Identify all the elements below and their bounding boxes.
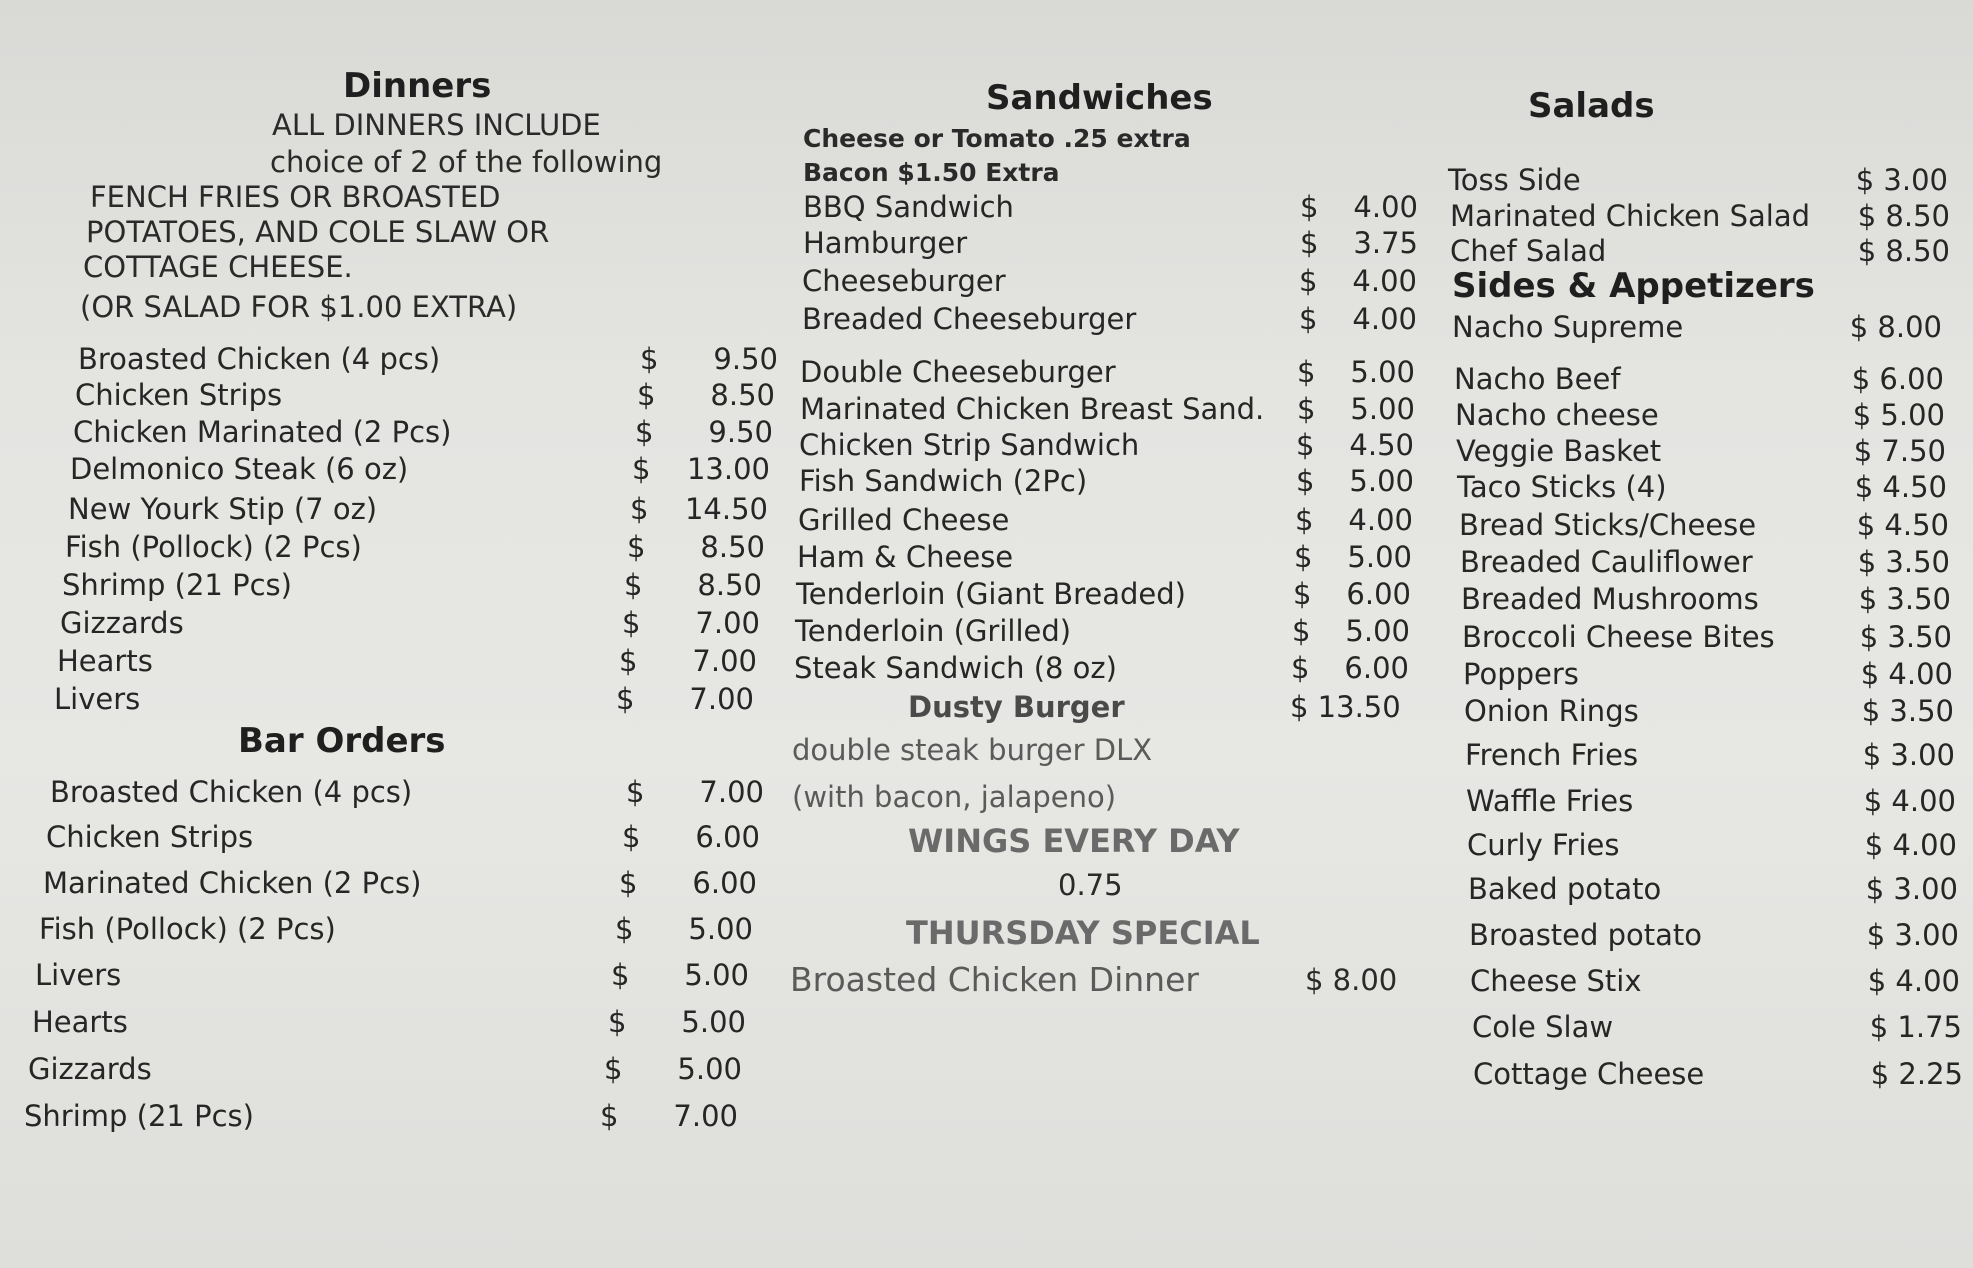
salad-item xyxy=(1450,199,1960,237)
side-item xyxy=(1463,657,1963,695)
item-price: $ 3.50 xyxy=(1857,545,1950,579)
dollar-sign: $ xyxy=(1300,226,1319,260)
item-price: 6.00 xyxy=(1346,577,1411,611)
item-price: $ 4.00 xyxy=(1864,828,1957,862)
sandwich-item xyxy=(803,190,1443,228)
dinner-item xyxy=(75,378,775,416)
item-name: Cheese Stix xyxy=(1470,964,1642,998)
dollar-sign: $ xyxy=(622,820,641,854)
item-price: $ 6.00 xyxy=(1851,362,1944,396)
item-price: 5.00 xyxy=(684,958,749,992)
item-name: Onion Rings xyxy=(1464,694,1639,728)
item-price: 5.00 xyxy=(688,912,753,946)
bar-order-item xyxy=(39,912,753,950)
item-price: 5.00 xyxy=(1347,540,1412,574)
item-name: Fish Sandwich (2Pc) xyxy=(799,464,1088,498)
item-price: 8.50 xyxy=(710,378,775,412)
side-item xyxy=(1460,545,1960,583)
item-name: Cole Slaw xyxy=(1472,1010,1614,1044)
dollar-sign: $ xyxy=(632,452,651,486)
side-item xyxy=(1454,362,1954,400)
item-price: $ 5.00 xyxy=(1852,398,1945,432)
item-price: $ 1.75 xyxy=(1869,1010,1962,1044)
item-name: Broasted Chicken (4 pcs) xyxy=(50,775,413,809)
item-name: Baked potato xyxy=(1468,872,1662,906)
item-name: Marinated Chicken Salad xyxy=(1450,199,1811,233)
item-price: $ 8.50 xyxy=(1857,199,1950,233)
item-name: Chef Salad xyxy=(1450,234,1607,268)
item-name: Double Cheeseburger xyxy=(800,355,1116,389)
bar-order-item xyxy=(32,1005,746,1043)
item-price: 4.50 xyxy=(1349,428,1414,462)
side-item xyxy=(1464,694,1964,732)
item-name: Marinated Chicken Breast Sand. xyxy=(800,392,1265,426)
item-name: BBQ Sandwich xyxy=(803,190,1014,224)
side-item xyxy=(1456,434,1956,472)
item-name: Toss Side xyxy=(1448,163,1581,197)
dollar-sign: $ xyxy=(1294,540,1313,574)
item-price: $ 2.25 xyxy=(1870,1057,1963,1091)
side-item xyxy=(1467,828,1967,866)
dusty-burger-title: Dusty Burger xyxy=(908,690,1125,724)
item-price: 13.00 xyxy=(686,452,770,486)
item-name: French Fries xyxy=(1465,738,1639,772)
item-price: 7.00 xyxy=(695,606,760,640)
item-name: Curly Fries xyxy=(1467,828,1620,862)
dinners-note: POTATOES, AND COLE SLAW OR xyxy=(86,215,550,249)
item-name: Fish (Pollock) (2 Pcs) xyxy=(65,530,362,564)
thursday-special-item: Broasted Chicken Dinner xyxy=(790,960,1199,999)
item-name: Gizzards xyxy=(60,606,184,640)
item-price: $ 3.50 xyxy=(1859,620,1952,654)
item-price: 3.75 xyxy=(1353,226,1418,260)
item-name: Cheeseburger xyxy=(802,264,1006,298)
dollar-sign: $ xyxy=(616,682,635,716)
dollar-sign: $ xyxy=(1295,503,1314,537)
dollar-sign: $ xyxy=(1299,264,1318,298)
dollar-sign: $ xyxy=(637,378,656,412)
item-price: 4.00 xyxy=(1353,190,1418,224)
item-name: Chicken Strips xyxy=(75,378,283,412)
item-name: Taco Sticks (4) xyxy=(1457,470,1667,504)
sandwich-item xyxy=(802,264,1442,302)
item-price: 7.00 xyxy=(673,1099,738,1133)
side-item xyxy=(1455,398,1955,436)
bar-order-item xyxy=(46,820,760,858)
item-name: Shrimp (21 Pcs) xyxy=(24,1099,254,1133)
item-price: 5.00 xyxy=(1350,355,1415,389)
item-price: 6.00 xyxy=(695,820,760,854)
sandwich-item xyxy=(802,302,1442,340)
dollar-sign: $ xyxy=(615,912,634,946)
item-name: Waffle Fries xyxy=(1466,784,1634,818)
item-price: 4.00 xyxy=(1352,264,1417,298)
sandwich-item xyxy=(800,355,1440,393)
item-name: Hearts xyxy=(32,1005,128,1039)
bar-order-item xyxy=(50,775,764,813)
item-name: Bread Sticks/Cheese xyxy=(1459,508,1757,542)
item-price: $ 4.00 xyxy=(1867,964,1960,998)
dollar-sign: $ xyxy=(627,530,646,564)
sandwich-item xyxy=(794,651,1434,689)
item-name: Tenderloin (Giant Breaded) xyxy=(796,577,1186,611)
side-item xyxy=(1461,582,1961,620)
item-price: $ 3.50 xyxy=(1861,694,1954,728)
item-name: Shrimp (21 Pcs) xyxy=(62,568,292,602)
item-name: Delmonico Steak (6 oz) xyxy=(70,452,409,486)
salads-title: Salads xyxy=(1528,86,1655,126)
dinner-item xyxy=(70,452,770,490)
item-price: $ 8.00 xyxy=(1849,310,1942,344)
sandwich-item xyxy=(796,577,1436,615)
dollar-sign: $ xyxy=(1296,464,1315,498)
item-name: Ham & Cheese xyxy=(797,540,1014,574)
dollar-sign: $ xyxy=(608,1005,627,1039)
item-price: 7.00 xyxy=(699,775,764,809)
item-name: Livers xyxy=(35,958,122,992)
bar-order-item xyxy=(24,1099,738,1137)
item-name: Cottage Cheese xyxy=(1473,1057,1705,1091)
dollar-sign: $ xyxy=(1293,577,1312,611)
dinner-item xyxy=(73,415,773,453)
bar-orders-title: Bar Orders xyxy=(238,721,446,761)
side-item xyxy=(1465,738,1965,776)
item-name: Broccoli Cheese Bites xyxy=(1462,620,1775,654)
side-item xyxy=(1452,310,1952,348)
item-name: Breaded Cheeseburger xyxy=(802,302,1137,336)
dinners-note: (OR SALAD FOR $1.00 EXTRA) xyxy=(80,290,518,324)
item-price: 8.50 xyxy=(700,530,765,564)
item-price: 8.50 xyxy=(697,568,762,602)
item-price: 5.00 xyxy=(681,1005,746,1039)
dinners-note: ALL DINNERS INCLUDE xyxy=(272,108,601,142)
dollar-sign: $ xyxy=(1297,392,1316,426)
wings-title: WINGS EVERY DAY xyxy=(908,822,1240,860)
item-price: 7.00 xyxy=(689,682,754,716)
dollar-sign: $ xyxy=(624,568,643,602)
dollar-sign: $ xyxy=(635,415,654,449)
dinners-note: FENCH FRIES OR BROASTED xyxy=(90,180,501,214)
side-item xyxy=(1472,1010,1972,1048)
sandwich-item xyxy=(799,464,1439,502)
item-name: Nacho Beef xyxy=(1454,362,1621,396)
dinner-item xyxy=(60,606,760,644)
side-item xyxy=(1462,620,1962,658)
item-name: Broasted Chicken (4 pcs) xyxy=(78,342,441,376)
dinners-note: COTTAGE CHEESE. xyxy=(83,250,353,284)
side-item xyxy=(1473,1057,1973,1095)
item-name: Marinated Chicken (2 Pcs) xyxy=(43,866,422,900)
dollar-sign: $ xyxy=(1291,651,1310,685)
dollar-sign: $ xyxy=(622,606,641,640)
item-price: 6.00 xyxy=(1344,651,1409,685)
dinner-item xyxy=(62,568,762,606)
item-price: $ 3.50 xyxy=(1858,582,1951,616)
sides-title: Sides & Appetizers xyxy=(1452,266,1815,306)
item-price: 4.00 xyxy=(1352,302,1417,336)
thursday-special-price: $ 8.00 xyxy=(1305,963,1398,997)
dinner-item xyxy=(65,530,765,568)
sandwiches-title: Sandwiches xyxy=(986,78,1213,118)
item-name: Nacho cheese xyxy=(1455,398,1659,432)
item-price: $ 4.50 xyxy=(1856,508,1949,542)
item-name: Fish (Pollock) (2 Pcs) xyxy=(39,912,336,946)
item-name: Hamburger xyxy=(803,226,968,260)
item-price: 9.50 xyxy=(713,342,778,376)
thursday-special-title: THURSDAY SPECIAL xyxy=(906,914,1260,952)
side-item xyxy=(1459,508,1959,546)
sandwich-item xyxy=(795,614,1435,652)
dinners-note: choice of 2 of the following xyxy=(270,145,663,179)
dusty-burger-desc: double steak burger DLX xyxy=(792,733,1153,767)
dollar-sign: $ xyxy=(1292,614,1311,648)
item-price: $ 3.00 xyxy=(1855,163,1948,197)
item-name: Chicken Strips xyxy=(46,820,254,854)
sandwich-item xyxy=(803,226,1443,264)
dollar-sign: $ xyxy=(1297,355,1316,389)
item-name: Veggie Basket xyxy=(1456,434,1662,468)
item-price: $ 3.00 xyxy=(1865,872,1958,906)
side-item xyxy=(1470,964,1970,1002)
dinner-item xyxy=(78,342,778,380)
item-name: Nacho Supreme xyxy=(1452,310,1684,344)
sandwiches-note: Bacon $1.50 Extra xyxy=(803,158,1060,187)
dollar-sign: $ xyxy=(630,492,649,526)
dusty-burger-desc: (with bacon, jalapeno) xyxy=(792,780,1117,814)
dollar-sign: $ xyxy=(1300,190,1319,224)
item-price: $ 4.00 xyxy=(1860,657,1953,691)
item-name: Gizzards xyxy=(28,1052,152,1086)
dinners-title: Dinners xyxy=(343,66,492,106)
item-price: 9.50 xyxy=(708,415,773,449)
item-name: Poppers xyxy=(1463,657,1579,691)
item-price: $ 4.50 xyxy=(1854,470,1947,504)
side-item xyxy=(1468,872,1968,910)
dinner-item xyxy=(68,492,768,530)
item-price: 4.00 xyxy=(1348,503,1413,537)
item-price: $ 7.50 xyxy=(1853,434,1946,468)
side-item xyxy=(1466,784,1966,822)
item-price: 14.50 xyxy=(684,492,768,526)
item-name: Chicken Strip Sandwich xyxy=(799,428,1140,462)
item-price: $ 4.00 xyxy=(1863,784,1956,818)
dusty-burger-price: $ 13.50 xyxy=(1290,690,1401,724)
bar-order-item xyxy=(43,866,757,904)
dinner-item xyxy=(54,682,754,720)
side-item xyxy=(1469,918,1969,956)
dollar-sign: $ xyxy=(619,644,638,678)
bar-order-item xyxy=(35,958,749,996)
sandwich-item xyxy=(800,392,1440,430)
wings-price: 0.75 xyxy=(1058,868,1123,902)
item-price: 6.00 xyxy=(692,866,757,900)
item-name: Hearts xyxy=(57,644,153,678)
item-name: Tenderloin (Grilled) xyxy=(795,614,1072,648)
item-price: $ 3.00 xyxy=(1866,918,1959,952)
sandwich-item xyxy=(797,540,1437,578)
sandwich-item xyxy=(799,428,1439,466)
salad-item xyxy=(1448,163,1958,201)
item-price: 5.00 xyxy=(1345,614,1410,648)
item-name: Breaded Mushrooms xyxy=(1461,582,1759,616)
item-price: 5.00 xyxy=(677,1052,742,1086)
dollar-sign: $ xyxy=(1299,302,1318,336)
item-name: New Yourk Stip (7 oz) xyxy=(68,492,378,526)
dollar-sign: $ xyxy=(611,958,630,992)
dollar-sign: $ xyxy=(600,1099,619,1133)
dollar-sign: $ xyxy=(1296,428,1315,462)
item-price: $ 3.00 xyxy=(1862,738,1955,772)
item-name: Steak Sandwich (8 oz) xyxy=(794,651,1117,685)
dollar-sign: $ xyxy=(626,775,645,809)
item-name: Livers xyxy=(54,682,141,716)
dollar-sign: $ xyxy=(619,866,638,900)
item-price: $ 8.50 xyxy=(1857,234,1950,268)
dollar-sign: $ xyxy=(604,1052,623,1086)
dollar-sign: $ xyxy=(640,342,659,376)
item-name: Breaded Cauliflower xyxy=(1460,545,1753,579)
bar-order-item xyxy=(28,1052,742,1090)
item-name: Broasted potato xyxy=(1469,918,1703,952)
item-name: Grilled Cheese xyxy=(798,503,1010,537)
dusty-burger-row xyxy=(790,690,1420,728)
item-price: 5.00 xyxy=(1349,464,1414,498)
item-price: 7.00 xyxy=(692,644,757,678)
item-name: Chicken Marinated (2 Pcs) xyxy=(73,415,452,449)
item-price: 5.00 xyxy=(1350,392,1415,426)
side-item xyxy=(1457,470,1957,508)
sandwich-item xyxy=(798,503,1438,541)
dinner-item xyxy=(57,644,757,682)
sandwiches-note: Cheese or Tomato .25 extra xyxy=(803,124,1191,153)
